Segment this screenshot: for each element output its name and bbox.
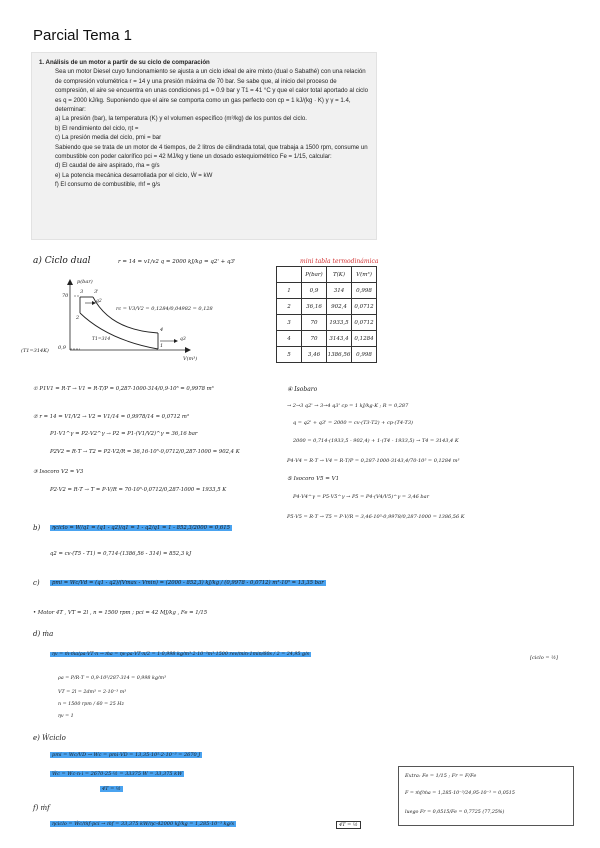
extra-notes-box <box>398 766 574 826</box>
right-equation-4: P4·V4 = R·T → V4 = R·T/P = 0,287·1000·3143,4/70·10⁵ = 0,1284 m³ <box>287 458 460 464</box>
right-equation-5: P4·V4^γ = P5·V5^γ → P5 = P4·(V4/V5)^γ = 3,46 bar <box>293 494 430 500</box>
table-cell: 0,0712 <box>352 315 377 331</box>
table-cell: 3,46 <box>302 347 327 363</box>
answer-d-eta: ηv = 1 <box>58 714 74 719</box>
answer-b-equation-2: q2 = cv·(T5 - T1) = 0,714·(1386,56 - 314) = 852,3 kJ <box>50 551 192 557</box>
table-row <box>277 283 377 299</box>
table-cell: 70 <box>302 315 327 331</box>
table-cell: 36,16 <box>302 299 327 315</box>
right-equation-3: 2000 = 0,714·(1933,5 - 902,4) + 1·(T4 - 1933,5) → T4 = 3143,4 K <box>293 438 459 444</box>
states-table <box>276 266 377 363</box>
equation-1: ① P1V1 = R·T → V1 = R·T/P = 0,287·1000·314/0,9·10⁵ = 0,9978 m³ <box>33 386 214 392</box>
equation-3: P2·V2 = R·T → T = P·V/R = 70·10⁵·0,0712/0,287·1000 = 1933,5 K <box>50 487 227 493</box>
table-cell: 0,1284 <box>352 331 377 347</box>
answer-c-equation <box>50 580 326 586</box>
problem-item-d: d) El caudal de aire aspirado, ṁa = g/s <box>55 162 160 170</box>
equation-2: ② r = 14 = V1/V2 → V2 = V1/14 = 0,9978/14 = 0,0712 m³ <box>33 414 190 420</box>
diagram-left-note: (T1=314K) <box>21 348 49 354</box>
table-row <box>277 315 377 331</box>
problem-item-e: e) La potencia mecánica desarrollada por el ciclo, Ẇ = kW <box>55 171 213 179</box>
answer-b-highlight: ηciclo = W/q1 = (q1 - q2)/q1 = 1 - q2/q1 = 1 - 852,3/2000 = 0,615 <box>52 525 231 531</box>
table-cell: 4 <box>277 331 302 347</box>
diagram-point-3p: 3' <box>94 289 99 295</box>
states-table-title: mini tabla termodinámica <box>300 258 379 265</box>
diagram-t1: T1=314 <box>92 337 111 342</box>
isochoric-5-label: ⑤ Isocoro V5 = V1 <box>287 476 340 482</box>
answer-e-equation-2 <box>50 771 184 777</box>
table-cell: 902,4 <box>327 299 352 315</box>
table-cell: 1 <box>277 283 302 299</box>
answer-a-given: r = 14 = v1/v2 q = 2000 kJ/kg = q2' + q3' <box>118 259 236 265</box>
table-row <box>277 267 377 283</box>
answer-c-label: c) <box>33 579 40 587</box>
answer-d-equation <box>50 652 311 657</box>
problem-paragraph-1: Sea un motor Diesel cuyo funcionamiento se ajusta a un ciclo ideal de aire mixto (dual o Sabathé) con una relación de compresión volumétrica r = 14 y una presión máxima de 70 bar. Se sabe que, al inicio del proceso de compresión, el aire se encuentra en unas condiciones p1 = 0.9 bar y T1 = 41 °C y que el calor total aportado al ciclo es q = 2000 kJ/kg. Suponiendo que el aire se comporta como un gas perfecto con cp = 1 kJ/(kg · K) y γ = 1.4, determinar: <box>55 68 368 114</box>
diagram-q3: q3 <box>180 337 186 342</box>
equation-3-label: ③ Isocoro V2 = V3 <box>33 469 84 475</box>
answer-d-vt: VT = 2l = 2dm³ = 2·10⁻³ m³ <box>58 690 127 695</box>
answer-e-equation-1 <box>50 752 202 758</box>
table-header: T(K) <box>327 267 352 283</box>
table-cell: 5 <box>277 347 302 363</box>
answer-d-rho: ρa = P/R·T = 0,9·10⁵/287·314 = 0,998 kg/m³ <box>58 676 167 681</box>
right-equation-6: P5·V5 = R·T → T5 = P·V/R = 3,46·10⁵·0,9978/0,287·1000 = 1386,56 K <box>287 514 465 520</box>
answer-a-heading: a) Ciclo dual <box>33 256 91 266</box>
table-cell: 1933,5 <box>327 315 352 331</box>
diagram-v-axis: V(m³) <box>183 356 198 362</box>
table-header: P(bar) <box>302 267 327 283</box>
table-header: V(m³) <box>352 267 377 283</box>
problem-item-a: a) La presión (bar), la temperatura (K) y el volumen específico (m³/kg) de los puntos del ciclo. <box>55 115 307 123</box>
table-row <box>277 299 377 315</box>
extra-notes-line-1: Extra: Fe = 1/15 ; Fr = F/Fe <box>405 773 477 779</box>
table-cell: 0,998 <box>352 283 377 299</box>
diagram-point-2: 2 <box>76 315 80 321</box>
answer-e-note <box>100 786 123 792</box>
table-header <box>277 267 302 283</box>
problem-item-c: c) La presión media del ciclo, pmi = bar <box>55 134 162 142</box>
page-title: Parcial Tema 1 <box>33 27 132 44</box>
table-row <box>277 331 377 347</box>
extra-notes-line-3: luego Fr = 0,0515/Fe = 0,7725 (77,25%) <box>405 810 505 815</box>
answer-d-highlight: ηv = ṁ·ṁa/ρa·VT·n → ṁa = ηv·ρa·VT·n/2 = 1·0,998 kg/m³·2·10⁻³m³·1500 rev/min·1min/60s / 2 = 24,95 g/s <box>52 652 310 657</box>
diagram-label-70: 70 <box>62 293 69 299</box>
extra-notes-line-2: F = ṁf/ṁa = 1,285·10⁻³/24,95·10⁻³ = 0,0515 <box>405 791 515 796</box>
answer-f-label: f) ṁf <box>33 804 50 812</box>
table-cell: 1386,56 <box>327 347 352 363</box>
right-equation-1: → 2→3 q2' → 3→4 q3' cp = 1 kJ/kg·K ; R = 0,287 <box>287 403 409 409</box>
answer-f-highlight: ηciclo = Ẇc/ṁf·pci → ṁf = 33,375 kW/ηc·42000 kJ/kg = 1,285·10⁻³ kg/s <box>52 821 235 827</box>
diagram-label-09: 0,9 <box>58 345 66 351</box>
equation-2b: P1·V1^γ = P2·V2^γ → P2 = P1·(V1/V2)^γ = 36,16 bar <box>50 431 198 437</box>
answer-e-highlight-2: Ẇc = Wc·n·i = 2670·25·½ = 33375 W = 33,375 kW <box>52 771 183 777</box>
diagram-p-axis: p(bar) <box>77 279 93 285</box>
diagram-equation: rc = V3/V2 = 0,1284/0,04982 = 0,128 <box>116 306 213 312</box>
diagram-point-1: 1 <box>160 343 164 349</box>
table-cell: 2 <box>277 299 302 315</box>
table-cell: 0,9 <box>302 283 327 299</box>
answer-b-label: b) <box>33 524 41 532</box>
diagram-q2: q2 <box>96 299 102 304</box>
isobaric-label: ④ Isobaro <box>287 386 318 393</box>
table-cell: 0,998 <box>352 347 377 363</box>
answer-c-highlight: pmi = Wc/Vd = (q1 - q2)/(Vmax - Vmin) = (2000 - 852,3) kJ/kg / (0,9978 - 0,0712) m³·10⁵ = 13,35 bar <box>52 580 324 586</box>
table-cell: 3143,4 <box>327 331 352 347</box>
answer-f-box: 4T = ½ <box>336 821 361 829</box>
answer-e-label: e) Ẇciclo <box>33 734 66 742</box>
table-cell: 314 <box>327 283 352 299</box>
problem-heading: 1. Análisis de un motor a partir de su ciclo de comparación <box>39 59 210 66</box>
equation-2c: P2V2 = R·T → T2 = P2·V2/R = 36,16·10⁵·0,0712/0,287·1000 = 902,4 K <box>50 449 240 455</box>
problem-item-f: f) El consumo de combustible, ṁf = g/s <box>55 181 161 189</box>
diagram-point-4: 4 <box>160 327 164 333</box>
answer-d-label: d) ṁa <box>33 630 54 638</box>
answer-e-highlight-1: pmi = Wc/VD → Wc = pmi·VD = 13,35·10⁵·2·10⁻³ = 2670 J <box>52 752 201 758</box>
answer-d-note: [ciclo = ½] <box>530 655 558 661</box>
problem-item-b: b) El rendimiento del ciclo, ηt = <box>55 124 139 132</box>
table-cell: 3 <box>277 315 302 331</box>
answer-b-equation <box>50 525 232 531</box>
answer-f-equation <box>50 821 236 827</box>
table-cell: 0,0712 <box>352 299 377 315</box>
diagram-point-3: 3 <box>80 289 84 295</box>
answer-e-note-highlight: 4T = ½ <box>102 786 121 792</box>
table-row <box>277 347 377 363</box>
right-equation-2: q = q2' + q3' = 2000 = cv·(T3-T2) + cp·(T4-T3) <box>293 420 413 426</box>
motor-data-line: • Motor 4T , VT = 2l , n = 1500 rpm ; pci = 42 MJ/kg , Fe = 1/15 <box>33 610 208 616</box>
problem-paragraph-2: Sabiendo que se trata de un motor de 4 tiempos, de 2 litros de cilindrada total, que trabaja a 1500 rpm, consume un combustible con poder calorífico pci = 42 MJ/kg y tiene un dosado estequiométrico Fe = 1/15, calcular: <box>55 143 368 161</box>
table-cell: 70 <box>302 331 327 347</box>
answer-d-n: n = 1500 rpm / 60 = 25 Hz <box>58 702 124 707</box>
